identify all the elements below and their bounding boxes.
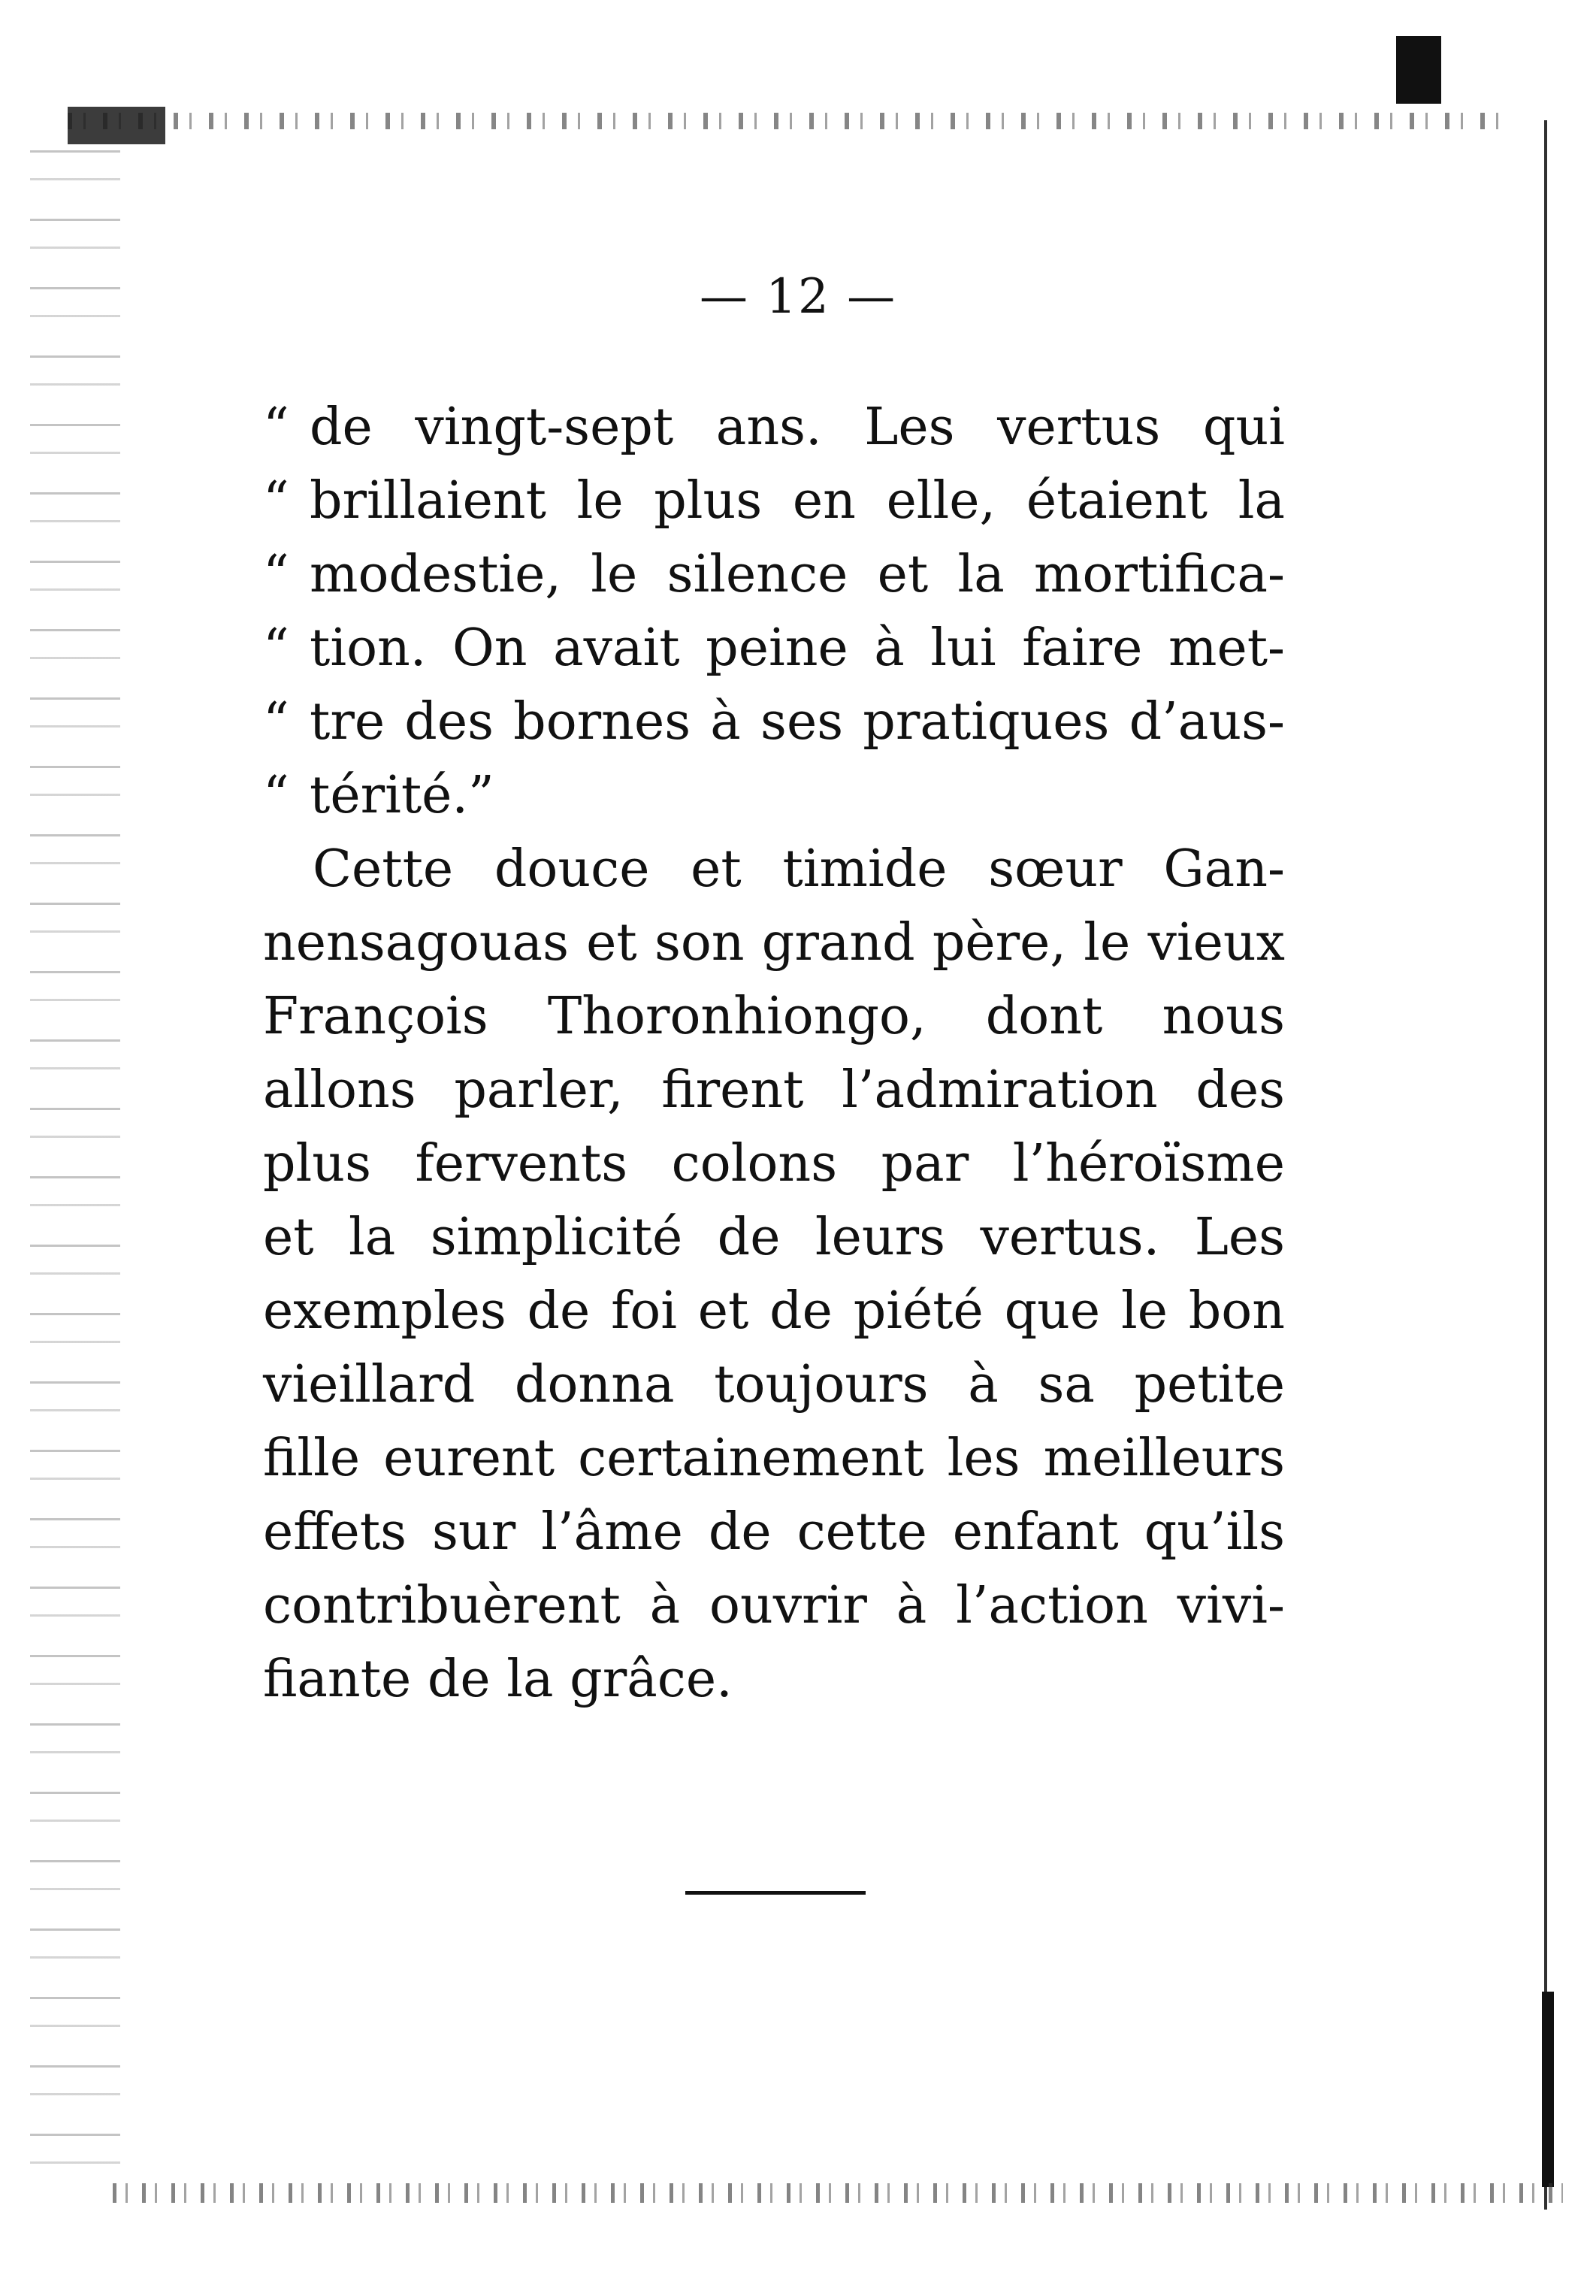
paragraph-line-text: François Thoronhiongo, dont nous [263, 987, 1285, 1046]
paragraph-line [263, 1054, 1285, 1127]
quote-mark: “ [263, 471, 289, 531]
quote-mark: “ [263, 692, 289, 752]
paragraph-line [263, 1348, 1285, 1422]
scan-edge-left [30, 150, 120, 2195]
paragraph-line-text: et la simplicité de leurs vertus. Les [263, 1208, 1285, 1267]
scan-edge-top-left-mark [68, 107, 165, 144]
paragraph-line [263, 980, 1285, 1054]
paragraph-line-text: exemples de foi et de piété que le bon [263, 1281, 1285, 1341]
quote-line [263, 391, 1285, 464]
paragraph-line-text: fille eurent certainement les meilleurs [263, 1429, 1285, 1488]
page-number: — 12 — [699, 269, 897, 325]
quote-line-text: modestie, le silence et la mortifica- [310, 545, 1285, 604]
paragraph-line-text: Cette douce et timide sœur Gan- [313, 839, 1285, 899]
paragraph-line-text: vieillard donna toujours à sa petite [263, 1355, 1285, 1414]
quote-line-text: de vingt-sept ans. Les vertus qui [310, 398, 1285, 457]
scan-edge-right [1544, 120, 1559, 2210]
page-text [263, 391, 1285, 1717]
paragraph-line-text: allons parler, firent l’admiration des [263, 1060, 1285, 1120]
paragraph-line-text: plus fervents colons par l’héroïsme [263, 1134, 1285, 1193]
quote-line-text: térité.” [310, 766, 494, 825]
paragraph-line [263, 1569, 1285, 1643]
quote-mark: “ [263, 545, 289, 604]
paragraph-line [263, 906, 1285, 980]
quote-line [263, 612, 1285, 685]
quote-line [263, 538, 1285, 612]
paragraph-line-text: nensagouas et son grand père, le vieux [263, 913, 1285, 973]
quote-mark: “ [263, 398, 289, 457]
paragraph-line [263, 1643, 1285, 1717]
scan-edge-right-bottom-mark [1542, 1992, 1554, 2187]
paragraph-line [263, 1127, 1285, 1201]
paragraph-line [263, 1275, 1285, 1348]
quote-line-text: brillaient le plus en elle, étaient la [310, 471, 1285, 531]
quote-line [263, 685, 1285, 759]
paragraph-line [263, 1496, 1285, 1569]
paragraph-line [263, 1201, 1285, 1275]
quote-mark: “ [263, 766, 289, 825]
paragraph-line-text: contribuèrent à ouvrir à l’action vivi- [263, 1576, 1285, 1635]
scan-edge-top-right-mark [1396, 36, 1441, 104]
scan-edge-bottom [113, 2183, 1563, 2203]
quote-line-text: tion. On avait peine à lui faire met- [310, 619, 1285, 678]
paragraph-line-text: effets sur l’âme de cette enfant qu’ils [263, 1502, 1285, 1562]
quote-line-text: tre des bornes à ses pratiques d’aus- [310, 692, 1285, 752]
quote-line [263, 759, 1285, 833]
paragraph-line-text: fiante de la grâce. [263, 1650, 733, 1709]
quote-mark: “ [263, 619, 289, 678]
scan-edge-top [68, 113, 1510, 129]
paragraph-line [263, 833, 1285, 906]
section-end-rule [685, 1891, 866, 1895]
quote-line [263, 464, 1285, 538]
paragraph-line [263, 1422, 1285, 1496]
